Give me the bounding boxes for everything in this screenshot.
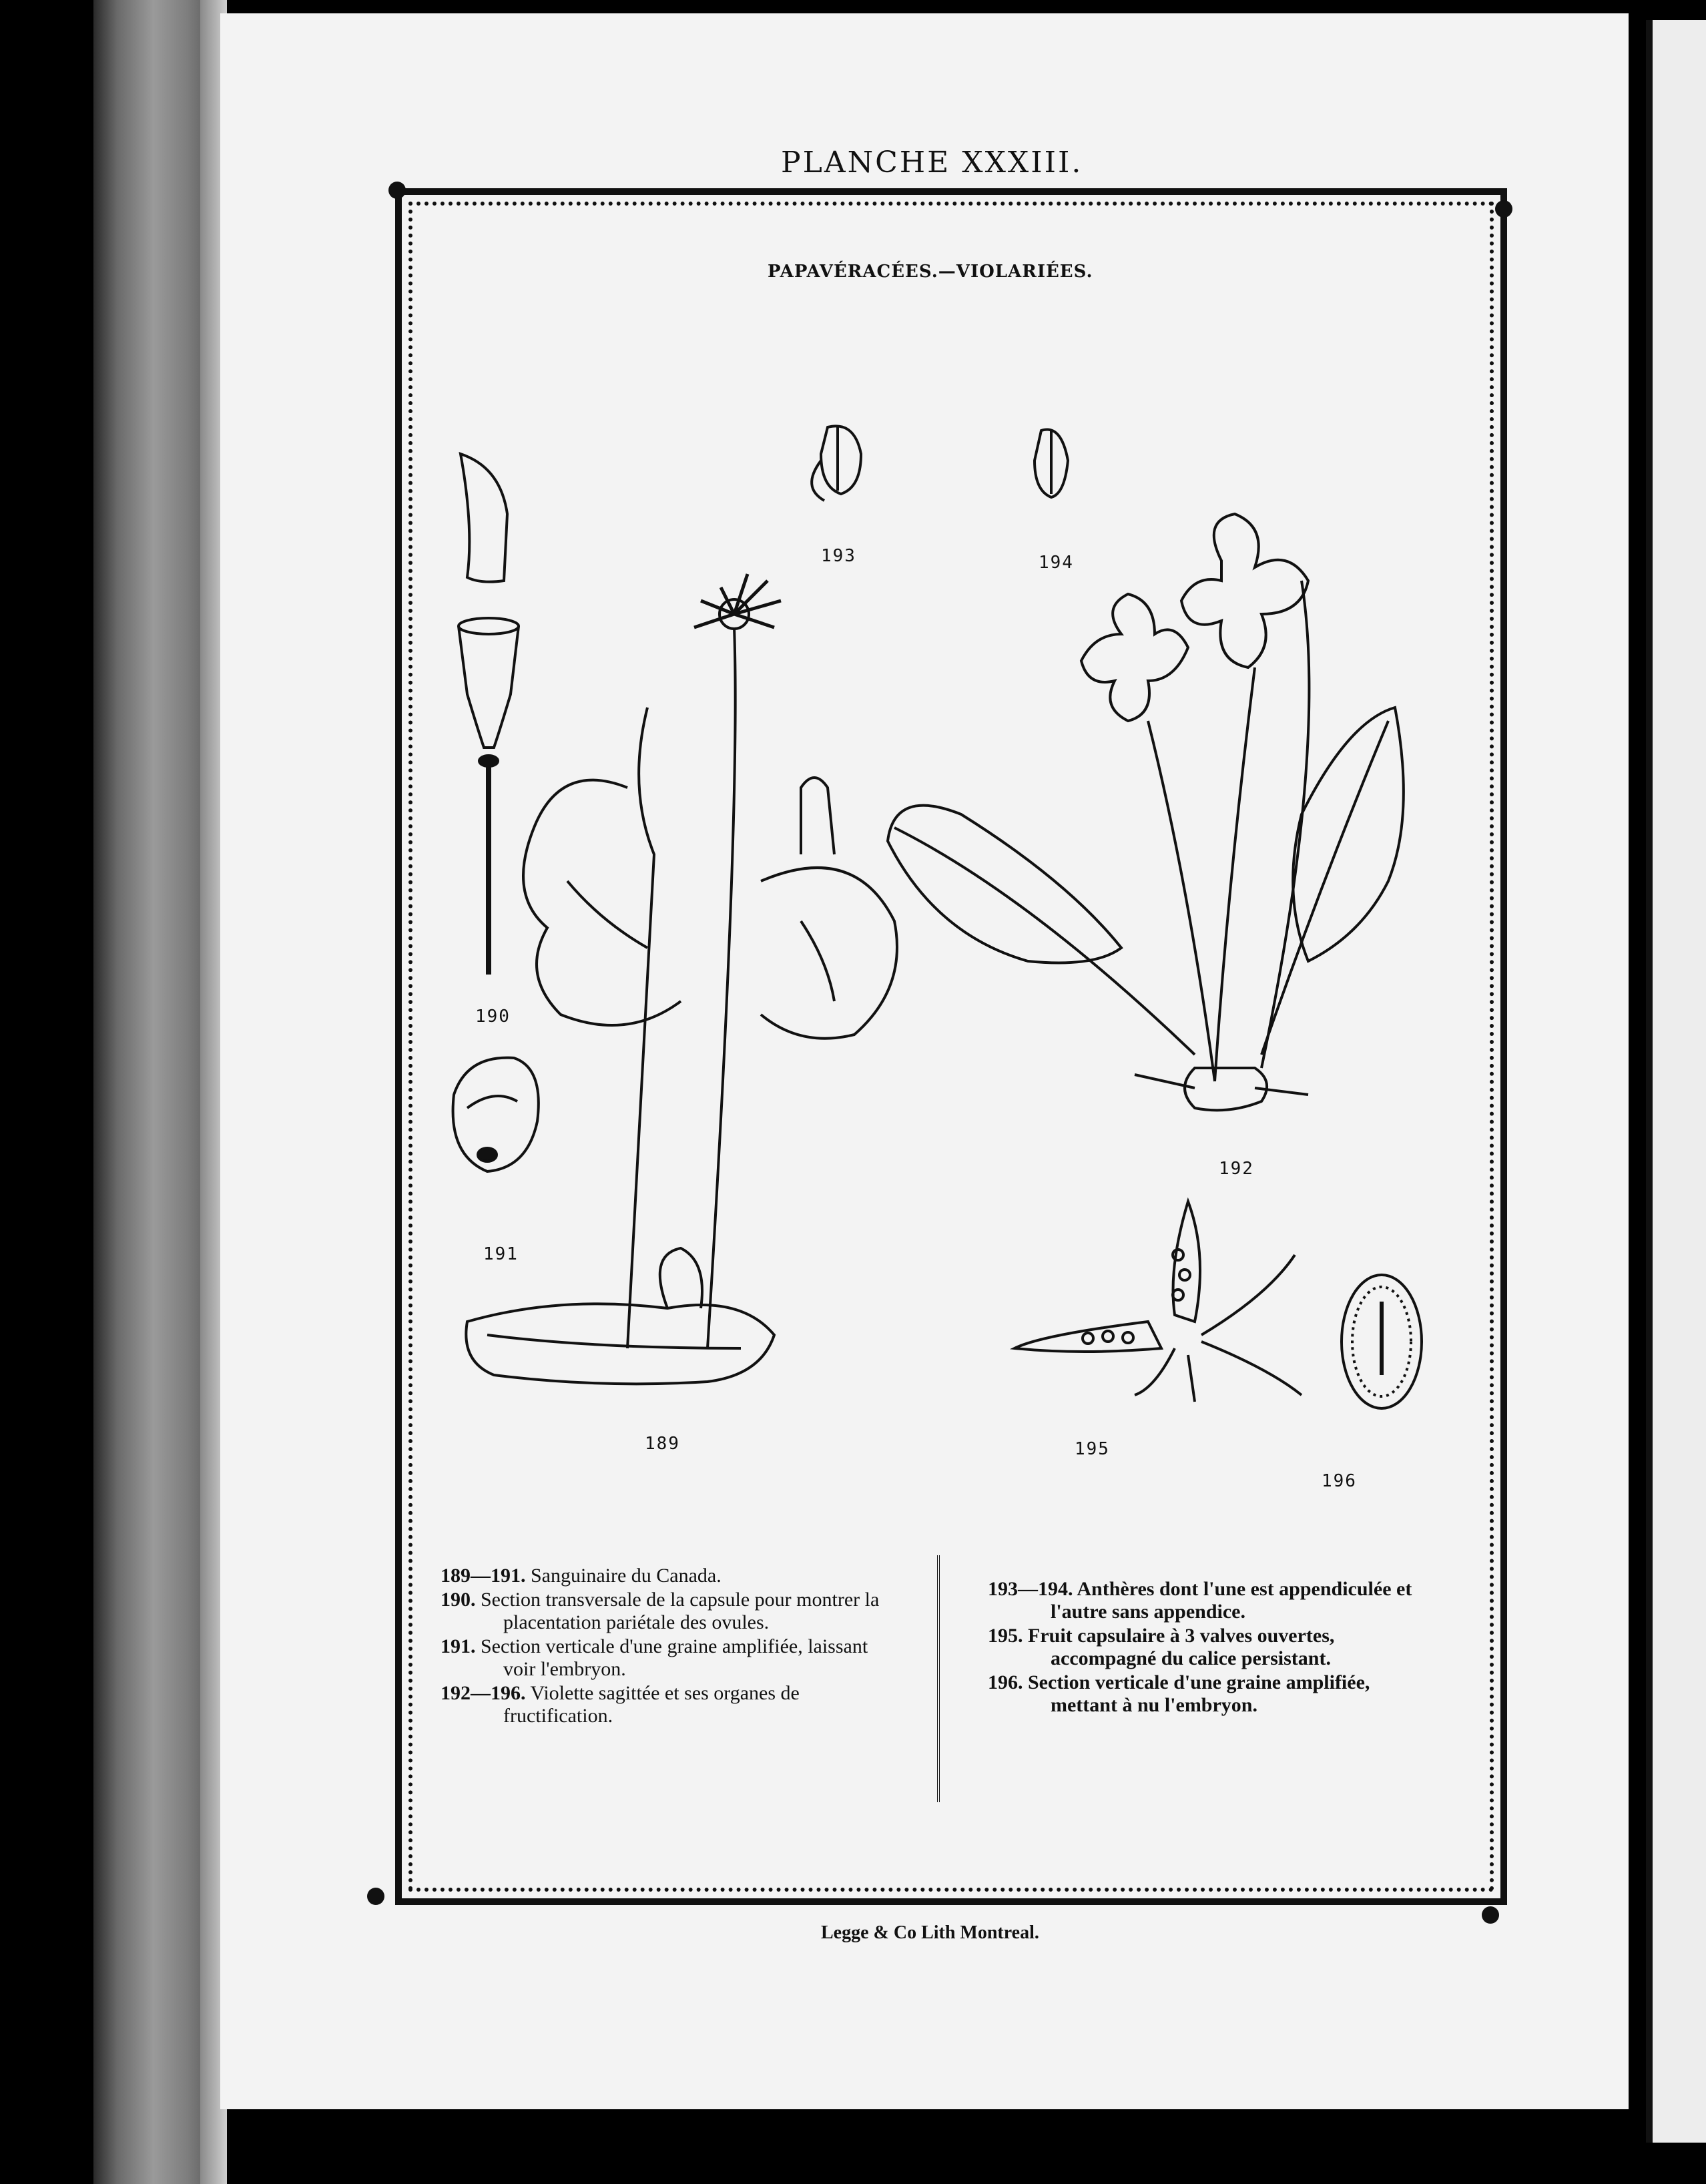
- figure-193-anther-drawing: [812, 426, 861, 501]
- figure-194-anther-drawing: [1035, 429, 1068, 497]
- figure-label-193: 193: [821, 546, 856, 566]
- legend-entry: 192—196. Violette sagittée et ses organes de fructification.: [441, 1682, 800, 1727]
- border-corner-ornament: [1495, 200, 1512, 218]
- figure-label-194: 194: [1039, 553, 1074, 573]
- figure-189-bloodroot-drawing: [466, 574, 897, 1384]
- legend-entry: 190. Section transversale de la capsule pour montrer la placentation pariétale des ovules.: [441, 1589, 880, 1633]
- figure-192-violet-drawing: [888, 514, 1404, 1110]
- figure-190-capsule-drawing: [459, 454, 519, 975]
- figure-196-seed-drawing: [1342, 1275, 1422, 1408]
- legend-left-column: [441, 1565, 894, 1729]
- legend-right-column: [988, 1578, 1435, 1718]
- legend-divider: [937, 1555, 942, 1802]
- legend-entry: 193—194. Anthères dont l'une est appendiculée et l'autre sans appendice.: [988, 1578, 1412, 1623]
- figure-195-capsule-drawing: [1015, 1201, 1302, 1402]
- figure-label-195: 195: [1075, 1439, 1110, 1459]
- border-corner-ornament: [1482, 1906, 1499, 1924]
- figure-label-189: 189: [645, 1434, 680, 1454]
- family-heading: PAPAVÉRACÉES.—VIOLARIÉES.: [768, 262, 1093, 282]
- border-corner-ornament: [388, 182, 406, 199]
- figure-191-seed-drawing: [453, 1058, 539, 1171]
- facing-page-edge: [1646, 20, 1706, 2143]
- legend-entry: 196. Section verticale d'une graine amplifiée, mettant à nu l'embryon.: [988, 1671, 1370, 1716]
- figure-label-192: 192: [1219, 1159, 1254, 1179]
- legend-entry: 195. Fruit capsulaire à 3 valves ouvertes, accompagné du calice persistant.: [988, 1625, 1335, 1669]
- plate-title: PLANCHE XXXIII.: [781, 146, 1083, 180]
- border-corner-ornament: [367, 1888, 384, 1905]
- lithographer-imprint: Legge & Co Lith Montreal.: [821, 1922, 1039, 1943]
- botanical-illustrations: [427, 414, 1482, 1535]
- figure-label-196: 196: [1322, 1471, 1357, 1491]
- legend-entry: 191. Section verticale d'une graine amplifiée, laissant voir l'embryon.: [441, 1635, 868, 1680]
- figure-label-190: 190: [475, 1007, 511, 1027]
- figure-label-191: 191: [483, 1244, 519, 1264]
- legend-entry: 189—191. Sanguinaire du Canada.: [441, 1565, 722, 1587]
